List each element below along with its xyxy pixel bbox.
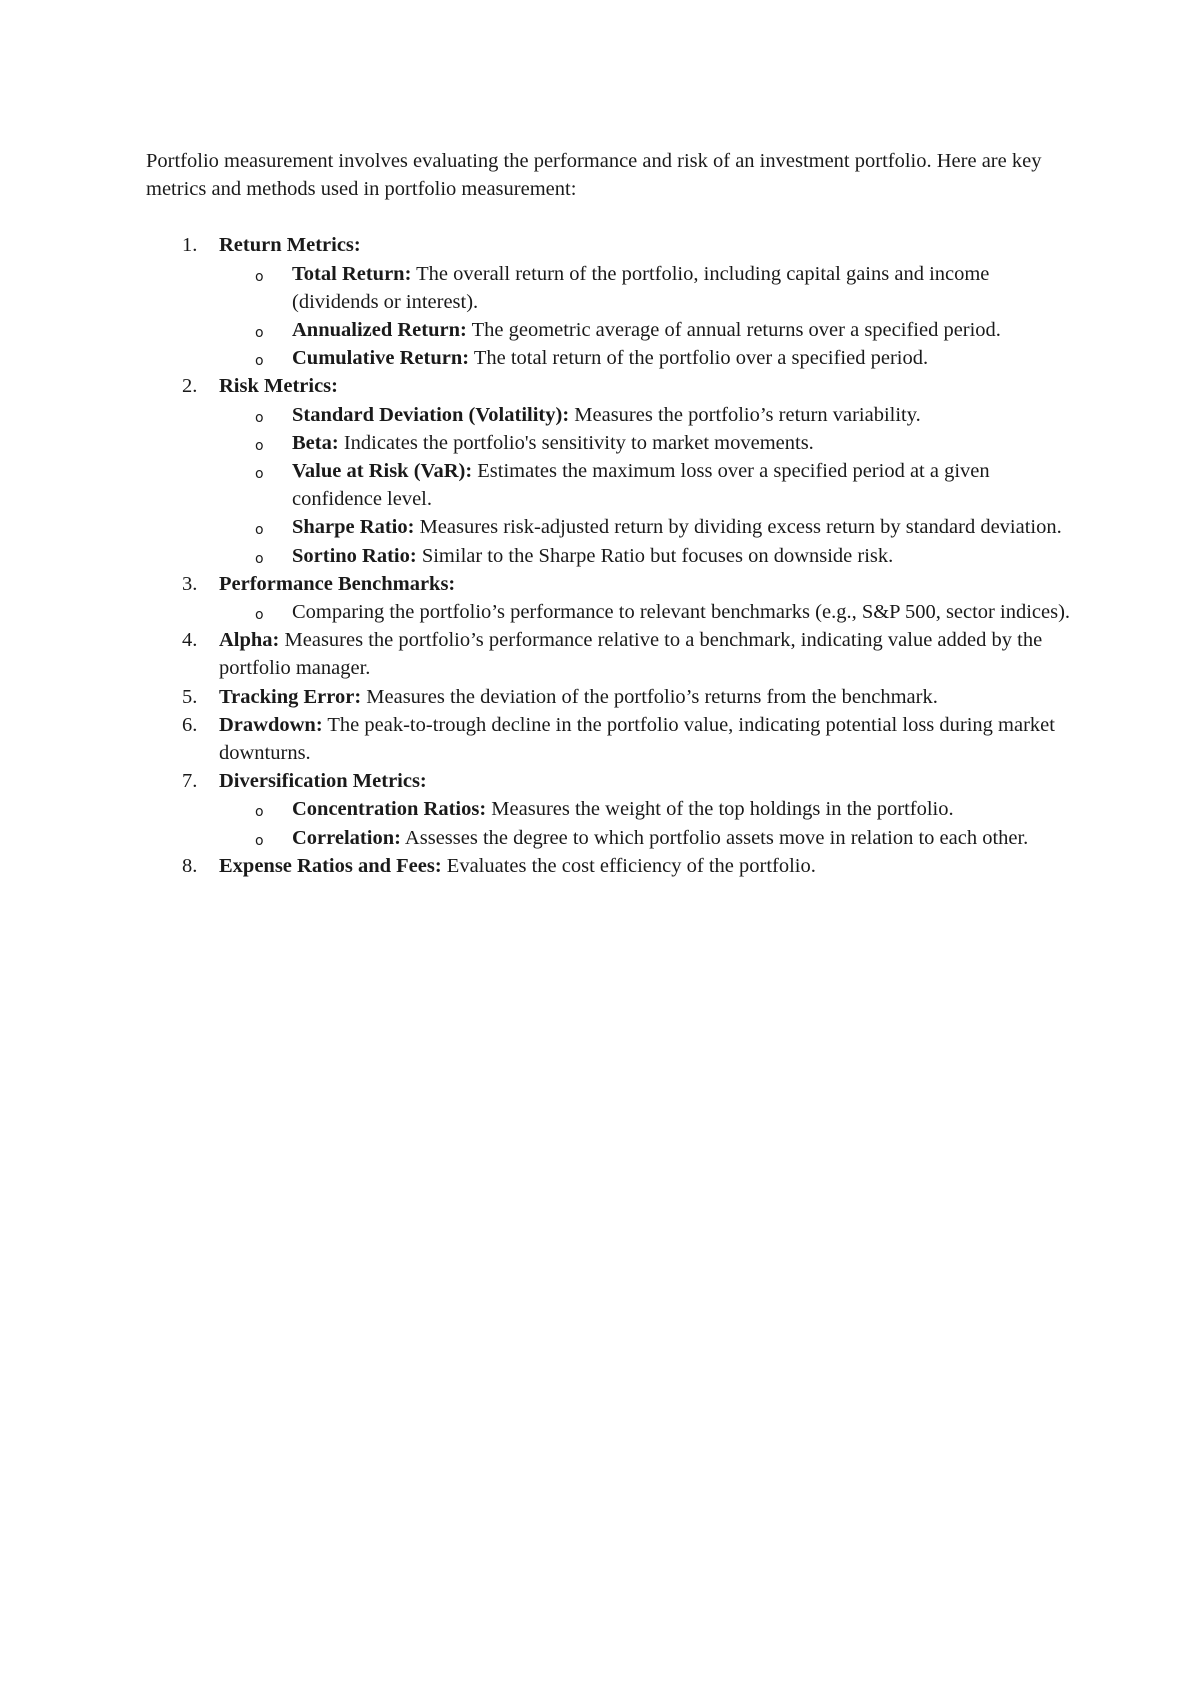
list-item [146,683,1076,711]
bullet-icon: o [255,832,264,849]
sub-item-text: Assesses the degree to which portfolio assets move in relation to each other. [400,826,1029,849]
sub-item-label: Concentration Ratios: [292,798,487,821]
bullet-icon: o [255,550,264,567]
list-number: 2. [182,375,198,398]
bullet-icon: o [255,437,264,454]
sub-list [219,260,1076,373]
bullet-icon: o [255,522,264,539]
item-label: Return Metrics: [219,234,361,257]
document-body [146,147,1076,880]
sub-list [219,598,1076,626]
item-label: Alpha: [219,629,280,652]
list-item [146,372,1076,569]
list-item [146,767,1076,852]
sub-item-label: Correlation: [292,826,401,849]
sub-list-item [219,429,1076,457]
bullet-icon: o [255,607,264,624]
sub-item-text: Measures the weight of the top holdings in the portfolio. [486,798,954,821]
bullet-icon: o [255,804,264,821]
list-item [146,852,1076,880]
sub-item-text: Indicates the portfolio's sensitivity to market movements. [338,431,814,454]
sub-item-label: Total Return: [292,262,412,285]
item-text: Evaluates the cost efficiency of the portfolio. [441,854,816,877]
sub-item-label: Beta: [292,431,339,454]
sub-item-label: Standard Deviation (Volatility): [292,403,570,426]
list-number: 8. [182,854,198,877]
item-label: Expense Ratios and Fees: [219,854,442,877]
sub-list-item [219,401,1076,429]
sub-list [219,795,1076,851]
item-text: Measures the portfolio’s performance relative to a benchmark, indicating value added by the portfolio manager. [219,629,1043,680]
list-item [146,626,1076,682]
sub-list-item [219,598,1076,626]
bullet-icon: o [255,325,264,342]
item-text: The peak-to-trough decline in the portfolio value, indicating potential loss during market downturns. [219,713,1055,765]
sub-item-text: Estimates the maximum loss over a specified period at a given confidence level. [292,460,990,511]
list-number: 3. [182,572,198,595]
list-number: 6. [182,713,198,736]
list-number: 5. [182,685,198,708]
sub-list-item [219,344,1076,372]
list-number: 7. [182,770,198,793]
list-item [146,711,1076,767]
list-item [146,570,1076,626]
sub-list-item [219,316,1076,344]
sub-item-text: Measures risk-adjusted return by dividing excess return by standard deviation. [414,516,1062,539]
item-label: Drawdown: [219,713,323,736]
sub-list-item [219,513,1076,541]
item-text: Measures the deviation of the portfolio’s returns from the benchmark. [361,685,938,708]
bullet-icon: o [255,268,264,285]
sub-item-label: Cumulative Return: [292,347,470,370]
sub-list-item [219,795,1076,823]
sub-item-label: Sortino Ratio: [292,544,417,567]
sub-item-label: Value at Risk (VaR): [292,460,473,483]
item-label: Diversification Metrics: [219,770,427,793]
sub-item-label: Sharpe Ratio: [292,516,415,539]
item-label: Risk Metrics: [219,375,338,398]
sub-item-text: The total return of the portfolio over a specified period. [469,347,929,370]
sub-list-item [219,457,1076,513]
item-label: Performance Benchmarks: [219,572,456,595]
metrics-list [146,231,1076,880]
bullet-icon: o [255,466,264,483]
sub-item-text: Comparing the portfolio’s performance to relevant benchmarks (e.g., S&P 500, sector indices). [292,601,1071,624]
list-number: 4. [182,629,198,652]
sub-list-item [219,824,1076,852]
sub-item-text: Similar to the Sharpe Ratio but focuses on downside risk. [416,544,894,567]
sub-item-text: Measures the portfolio’s return variability. [569,403,921,426]
list-number: 1. [182,234,198,257]
sub-item-label: Annualized Return: [292,319,467,342]
sub-item-text: The overall return of the portfolio, including capital gains and income (dividends or interest). [292,262,990,313]
bullet-icon: o [255,353,264,370]
list-item [146,231,1076,372]
sub-list-item [219,260,1076,316]
intro-paragraph: Portfolio measurement involves evaluating the performance and risk of an investment portfolio. Here are key metrics and methods used in portfolio measurement: [146,150,1042,201]
sub-list-item [219,542,1076,570]
bullet-icon: o [255,409,264,426]
sub-list [219,401,1076,570]
item-label: Tracking Error: [219,685,362,708]
sub-item-text: The geometric average of annual returns over a specified period. [466,319,1001,342]
